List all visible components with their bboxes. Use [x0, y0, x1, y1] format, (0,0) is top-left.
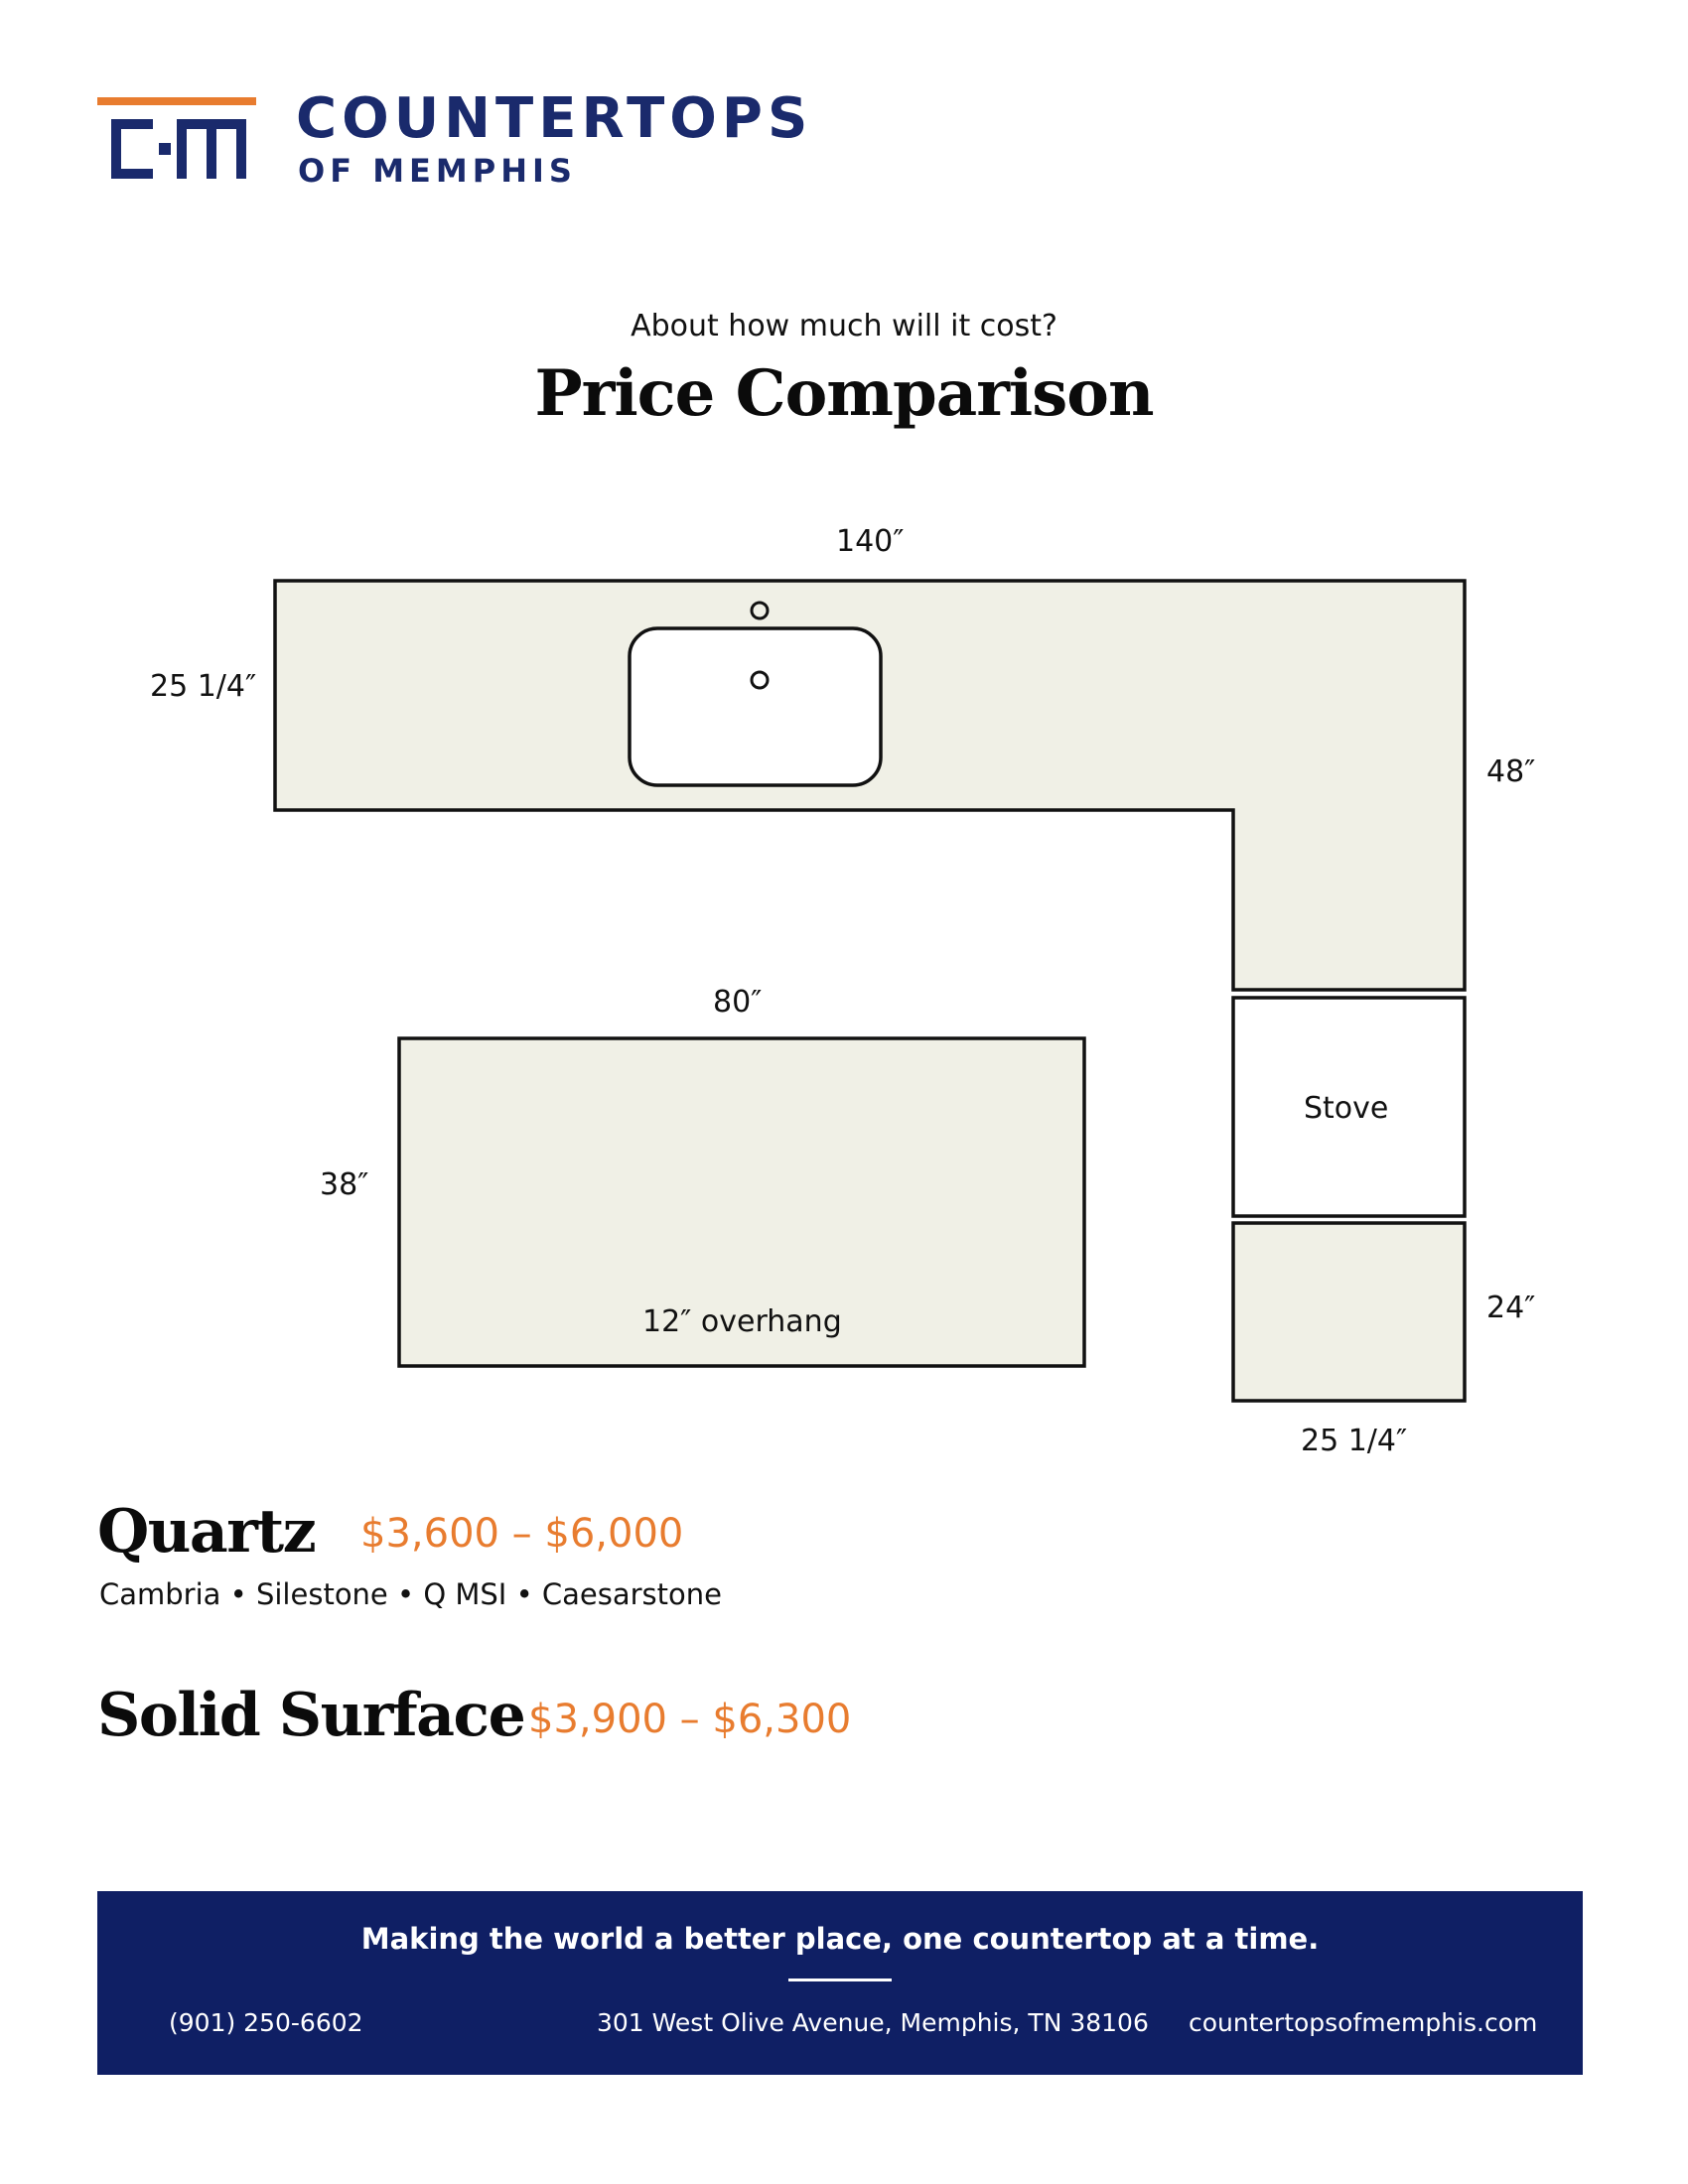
- brand-subname: OF MEMPHIS: [298, 152, 577, 190]
- dim-small-width: 25 1/4″: [1301, 1424, 1408, 1458]
- quartz-price: $3,600 – $6,000: [360, 1511, 684, 1557]
- solid-surface-name: Solid Surface: [97, 1681, 525, 1750]
- dim-small-length: 24″: [1486, 1291, 1536, 1325]
- footer-tagline: Making the world a better place, one countertop at a time.: [360, 1922, 1320, 1956]
- footer-address: 301 West Olive Avenue, Memphis, TN 38106: [597, 2008, 1149, 2037]
- quartz-name: Quartz: [97, 1497, 316, 1567]
- quartz-brands: Cambria • Silestone • Q MSI • Caesarstone: [99, 1577, 722, 1611]
- dim-left-depth: 25 1/4″: [150, 669, 257, 704]
- page-subtitle: About how much will it cost?: [631, 309, 1057, 343]
- footer-divider: [788, 1979, 892, 1981]
- solid-surface-price: $3,900 – $6,300: [528, 1697, 852, 1742]
- sink-shape: [630, 628, 881, 785]
- stove-label: Stove: [1304, 1091, 1389, 1126]
- small-counter-shape: [1233, 1223, 1465, 1401]
- dim-island-depth: 38″: [320, 1167, 369, 1202]
- footer-banner: [97, 1891, 1583, 2075]
- dim-right-length: 48″: [1486, 754, 1536, 789]
- brand-name: COUNTERTOPS: [296, 86, 813, 151]
- island-overhang-note: 12″ overhang: [642, 1304, 842, 1339]
- footer-website-link[interactable]: countertopsofmemphis.com: [1189, 2008, 1538, 2037]
- page-title: Price Comparison: [534, 356, 1154, 431]
- dim-top-width: 140″: [836, 524, 905, 559]
- footer-phone[interactable]: (901) 250-6602: [169, 2008, 363, 2037]
- dim-island-width: 80″: [713, 985, 763, 1020]
